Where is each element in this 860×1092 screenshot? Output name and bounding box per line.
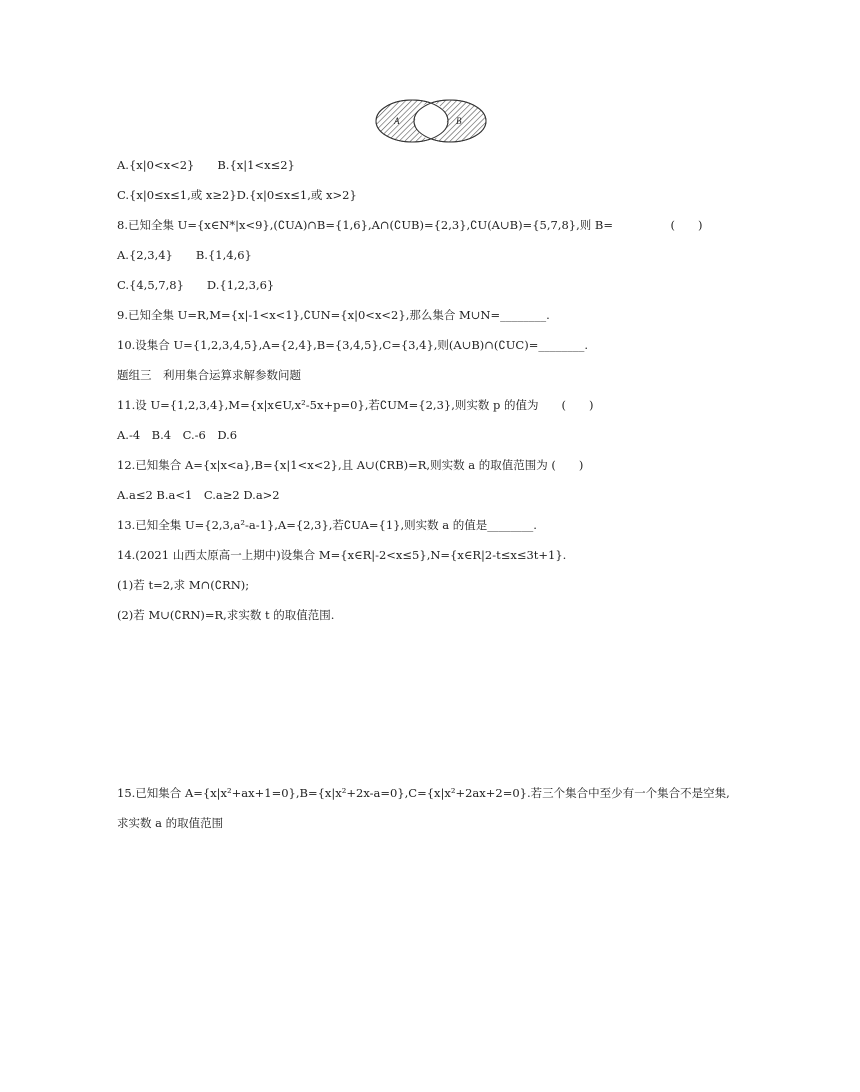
q13-stem: 13.已知全集 U={2,3,a²-a-1},A={2,3},若∁UA={1},则实数 a 的值是________. bbox=[117, 518, 537, 532]
q10-stem: 10.设集合 U={1,2,3,4,5},A={2,4},B={3,4,5},C={3,4},则(A∪B)∩(∁UC)=________. bbox=[117, 338, 589, 352]
venn-label-b: B bbox=[456, 116, 462, 126]
q14-stem: 14.(2021 山西太原高一上期中)设集合 M={x∈R|-2<x≤5},N={x∈R|2-t≤x≤3t+1}. bbox=[117, 548, 567, 562]
q12-stem: 12.已知集合 A={x|x<a},B={x|1<x<2},且 A∪(∁RB)=R,则实数 a 的取值范围为 ( ) bbox=[117, 458, 584, 472]
q11-options: A.-4 B.4 C.-6 D.6 bbox=[117, 428, 238, 442]
q12-options: A.a≤2 B.a<1 C.a≥2 D.a>2 bbox=[117, 488, 280, 502]
venn-diagram bbox=[374, 98, 488, 144]
section-heading: 题组三 利用集合运算求解参数问题 bbox=[117, 368, 301, 382]
q7-options-cd: C.{x|0≤x≤1,或 x≥2}D.{x|0≤x≤1,或 x>2} bbox=[117, 188, 357, 202]
q8-options-cd: C.{4,5,7,8} D.{1,2,3,6} bbox=[117, 278, 275, 292]
q14-part1: (1)若 t=2,求 M∩(∁RN); bbox=[117, 578, 250, 592]
q7-options-ab: A.{x|0<x<2} B.{x|1<x≤2} bbox=[117, 158, 295, 172]
q15-stem-cont: 求实数 a 的取值范围 bbox=[117, 816, 224, 830]
q9-stem: 9.已知全集 U=R,M={x|-1<x<1},∁UN={x|0<x<2},那么集合 M∪N=________. bbox=[117, 308, 550, 322]
q15-stem: 15.已知集合 A={x|x²+ax+1=0},B={x|x²+2x-a=0},C={x|x²+2ax+2=0}.若三个集合中至少有一个集合不是空集, bbox=[117, 786, 730, 800]
intersection-blank bbox=[415, 103, 447, 139]
venn-label-a: A bbox=[394, 116, 400, 126]
q8-options-ab: A.{2,3,4} B.{1,4,6} bbox=[117, 248, 252, 262]
q8-stem: 8.已知全集 U={x∈N*|x<9},(∁UA)∩B={1,6},A∩(∁UB)={2,3},∁U(A∪B)={5,7,8},则 B= ( ) bbox=[117, 218, 703, 232]
q14-part2: (2)若 M∪(∁RN)=R,求实数 t 的取值范围. bbox=[117, 608, 335, 622]
q11-stem: 11.设 U={1,2,3,4},M={x|x∈U,x²-5x+p=0},若∁UM={2,3},则实数 p 的值为 ( ) bbox=[117, 398, 594, 412]
